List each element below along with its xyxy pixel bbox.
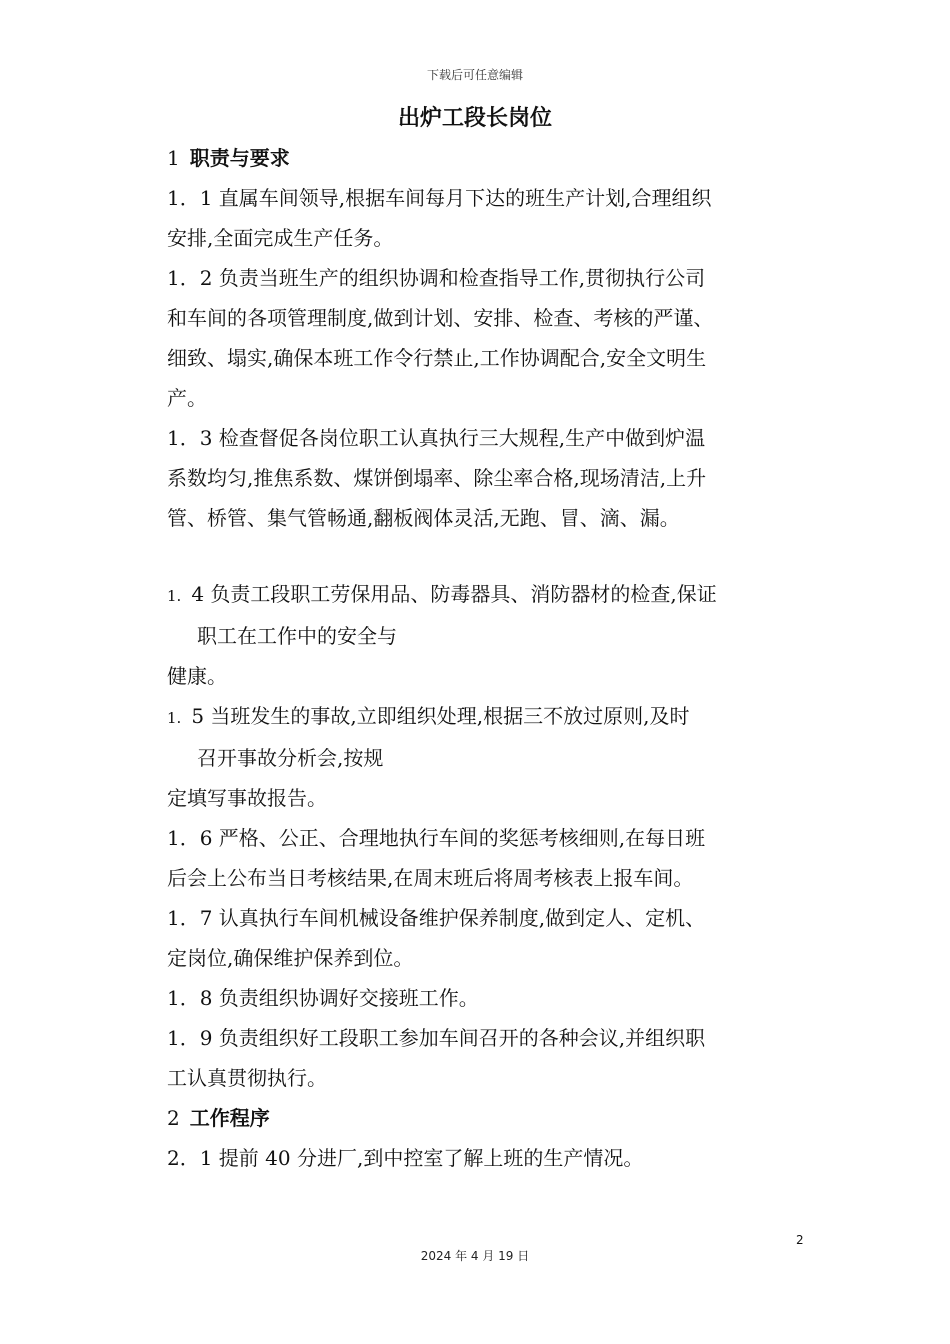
footer-date: 2024 年 4 月 19 日 [420, 1249, 530, 1263]
item-1-9-line: 工认真贯彻执行。 [167, 1066, 327, 1090]
document-body [167, 138, 827, 1178]
item-1-5-line: 召开事故分析会,按规 [197, 746, 384, 770]
item-1-6-line: 1．6 严格、公正、合理地执行车间的奖惩考核细则,在每日班 [167, 826, 706, 850]
item-1-2-line: 和车间的各项管理制度,做到计划、安排、检查、考核的严谨、 [167, 306, 714, 330]
item-1-3-line: 系数均匀,推焦系数、煤饼倒塌率、除尘率合格,现场清洁,上升 [167, 466, 707, 490]
item-1-2 [167, 258, 827, 418]
item-1-3 [167, 418, 827, 538]
item-1-5 [167, 696, 827, 818]
item-1-9-line: 1．9 负责组织好工段职工参加车间召开的各种会议,并组织职 [167, 1026, 706, 1050]
item-1-3-line: 1．3 检查督促各岗位职工认真执行三大规程,生产中做到炉温 [167, 426, 706, 450]
item-1-4-line: 1. 4 负责工段职工劳保用品、防毒器具、消防器材的检查,保证 [167, 582, 717, 606]
item-1-1 [167, 178, 827, 258]
item-1-1-line: 安排,全面完成生产任务。 [167, 226, 394, 250]
item-1-6-line: 后会上公布当日考核结果,在周末班后将周考核表上报车间。 [167, 866, 694, 890]
item-1-9 [167, 1018, 827, 1098]
item-1-5-line: 1. 5 当班发生的事故,立即组织处理,根据三不放过原则,及时 [167, 704, 690, 728]
item-1-4-line: 职工在工作中的安全与 [197, 624, 397, 648]
item-1-4-line: 健康。 [167, 664, 227, 688]
item-1-1-line: 1．1 直属车间领导,根据车间每月下达的班生产计划,合理组织 [167, 186, 712, 210]
page-header-note: 下载后可任意编辑 [426, 68, 523, 82]
document-title: 出炉工段长岗位 [397, 105, 552, 131]
item-1-6 [167, 818, 827, 898]
item-1-7-line: 定岗位,确保维护保养到位。 [167, 946, 414, 970]
item-1-3-line: 管、桥管、集气管畅通,翻板阀体灵活,无跑、冒、滴、漏。 [167, 506, 680, 530]
item-1-8 [167, 978, 827, 1018]
item-1-4 [167, 574, 827, 696]
item-2-1-line: 2．1 提前 40 分进厂,到中控室了解上班的生产情况。 [167, 1146, 644, 1170]
section-heading-2: 2 工作程序 [167, 1106, 270, 1130]
item-1-2-line: 产。 [167, 386, 207, 410]
item-1-7-line: 1．7 认真执行车间机械设备维护保养制度,做到定人、定机、 [167, 906, 706, 930]
section-heading-1: 1 职责与要求 [167, 146, 290, 170]
item-1-2-line: 1．2 负责当班生产的组织协调和检查指导工作,贯彻执行公司 [167, 266, 706, 290]
item-1-8-line: 1．8 负责组织协调好交接班工作。 [167, 986, 479, 1010]
page-number: 2 [796, 1233, 804, 1247]
paragraph-gap [167, 538, 827, 574]
item-1-7 [167, 898, 827, 978]
item-2-1 [167, 1138, 827, 1178]
item-1-5-line: 定填写事故报告。 [167, 786, 327, 810]
item-1-2-line: 细致、塌实,确保本班工作令行禁止,工作协调配合,安全文明生 [167, 346, 707, 370]
